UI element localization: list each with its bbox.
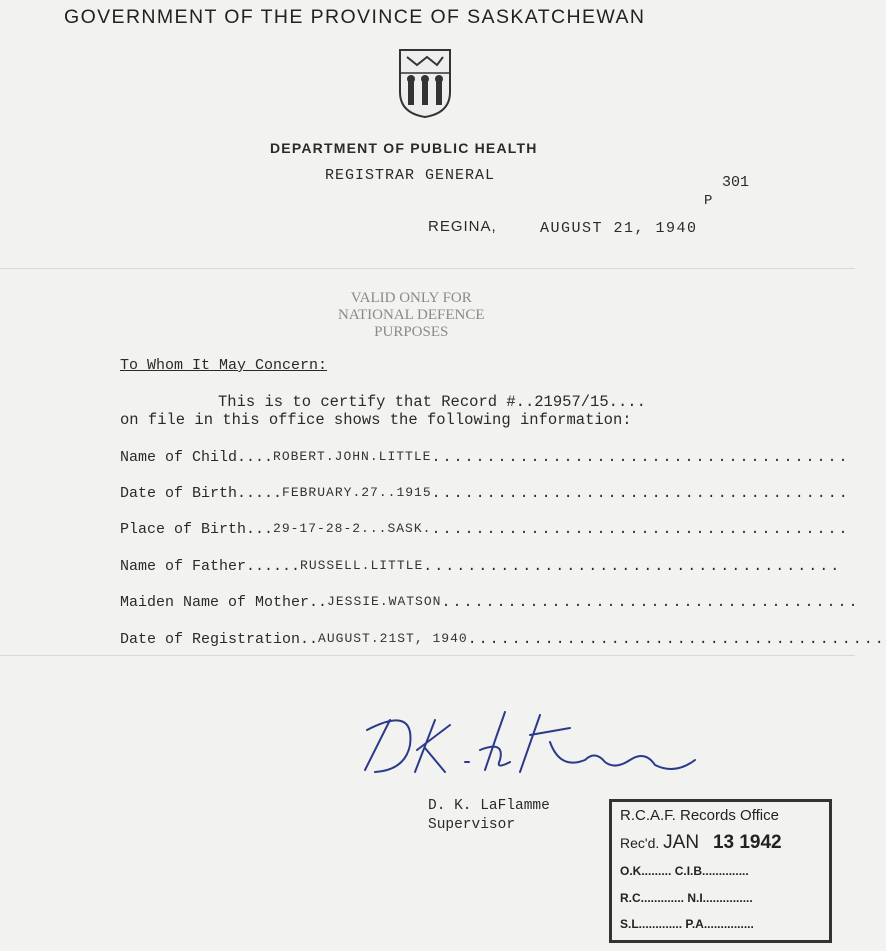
field-label: Name of Father...... bbox=[120, 558, 301, 575]
signatory bbox=[428, 797, 550, 835]
ni-label: N.I. bbox=[687, 891, 707, 905]
stamp-line: NATIONAL DEFENCE bbox=[338, 307, 485, 323]
certification-line-1: This is to certify that Record #..21957/15.... bbox=[218, 393, 646, 411]
office-name: REGISTRAR GENERAL bbox=[325, 167, 496, 184]
received-month: JAN bbox=[663, 832, 700, 853]
field-label: Name of Child.... bbox=[120, 449, 274, 466]
signatory-title: Supervisor bbox=[428, 817, 516, 833]
certification-text bbox=[120, 393, 646, 429]
handwritten-signature bbox=[355, 700, 725, 800]
field-value: JESSIE.WATSON bbox=[327, 594, 442, 609]
field-value: RUSSELL.LITTLE bbox=[300, 558, 424, 573]
sl-label: S.L. bbox=[620, 917, 643, 931]
rc-label: R.C. bbox=[620, 891, 644, 905]
cib-label: C.I.B. bbox=[674, 864, 706, 878]
field-label: Date of Registration.. bbox=[120, 631, 319, 648]
government-heading: GOVERNMENT OF THE PROVINCE OF SASKATCHEWAN bbox=[64, 6, 646, 28]
field-value: ROBERT.JOHN.LITTLE bbox=[273, 449, 432, 464]
field-label: Place of Birth... bbox=[120, 521, 274, 538]
stamp-line: PURPOSES bbox=[374, 324, 449, 340]
field-row: Date of Birth..... FEBRUARY.27..1915 ...................................... bbox=[120, 485, 850, 502]
field-row: Place of Birth... 29-17-28-2...SASK. ...................................... bbox=[120, 521, 850, 538]
field-value: FEBRUARY.27..1915 bbox=[282, 485, 432, 500]
received-day-year: 13 1942 bbox=[712, 832, 782, 853]
field-label: Date of Birth..... bbox=[120, 485, 283, 502]
department-name: DEPARTMENT OF PUBLIC HEALTH bbox=[270, 140, 538, 156]
file-letter: P bbox=[704, 193, 713, 209]
field-row: Name of Child.... ROBERT.JOHN.LITTLE ...................................... bbox=[120, 449, 850, 466]
field-row: Name of Father...... RUSSELL.LITTLE ...................................... bbox=[120, 558, 842, 575]
received-label: Rec'd. bbox=[620, 835, 660, 851]
ok-label: O.K. bbox=[620, 864, 645, 878]
stamp-line: VALID ONLY FOR bbox=[350, 290, 472, 306]
greeting: To Whom It May Concern: bbox=[120, 357, 328, 374]
coat-of-arms-icon bbox=[397, 47, 453, 119]
stamp-title: R.C.A.F. Records Office bbox=[620, 807, 779, 824]
field-value: 29-17-28-2...SASK. bbox=[273, 521, 432, 536]
signatory-name: D. K. LaFlamme bbox=[428, 798, 550, 814]
city: REGINA, bbox=[428, 218, 497, 235]
field-row: Date of Registration.. AUGUST.21ST, 1940 ...................................... bbox=[120, 631, 886, 648]
fold-line bbox=[0, 268, 855, 269]
file-number: 301 bbox=[722, 174, 750, 191]
letter-date: AUGUST 21, 1940 bbox=[540, 220, 698, 237]
field-value: AUGUST.21ST, 1940 bbox=[318, 631, 468, 646]
validity-stamp bbox=[338, 290, 485, 341]
field-label: Maiden Name of Mother.. bbox=[120, 594, 328, 611]
fold-line bbox=[0, 655, 855, 656]
pa-label: P.A. bbox=[685, 917, 708, 931]
certification-line-2: on file in this office shows the following information: bbox=[120, 411, 632, 429]
received-stamp: R.C.A.F. Records Office Rec'd. JAN 13 1942 O.K......... C.I.B.............. R.C............. N.I............... S.L............. P.A............... bbox=[609, 799, 832, 943]
field-row: Maiden Name of Mother.. JESSIE.WATSON ...................................... bbox=[120, 594, 860, 611]
received-date bbox=[620, 832, 782, 854]
